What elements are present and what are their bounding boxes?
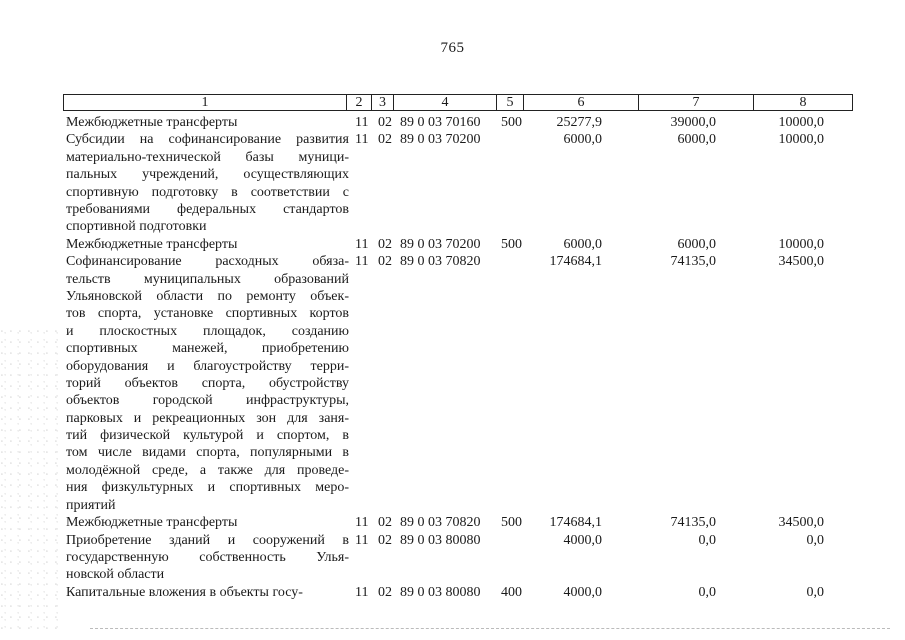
cell-c7: 74135,0: [670, 254, 716, 270]
cell-c6: 6000,0: [563, 236, 602, 252]
cell-c3: 02: [378, 115, 392, 130]
scan-noise: [0, 330, 60, 630]
description-line: Межбюджетные трансферты: [66, 236, 238, 252]
description-line: торий объектов спорта, обустройству: [66, 375, 349, 391]
description-line: новской области: [66, 567, 165, 583]
cell-c6: 6000,0: [563, 132, 602, 148]
row-description: [66, 131, 349, 235]
header-col-7: 7: [638, 94, 753, 111]
description-line: оборудования и благоустройству терри-: [66, 358, 349, 374]
description-line: парковых и рекреационных зон для заня-: [66, 410, 349, 426]
cell-c4: 89 0 03 70200: [400, 236, 481, 252]
header-col-8: 8: [753, 94, 853, 111]
cell-c8: 0,0: [806, 532, 824, 548]
cell-c6: 4000,0: [563, 584, 602, 600]
cell-c7: 0,0: [698, 584, 716, 600]
description-line: Ульяновской области по ремонту объек-: [66, 288, 349, 304]
header-col-1: 1: [63, 94, 346, 111]
cell-c6: 174684,1: [549, 515, 602, 531]
cell-c3: 02: [378, 236, 392, 252]
description-line: требованиями федеральных стандартов: [66, 201, 349, 217]
cell-c2: 11: [355, 236, 369, 252]
table-header: [63, 94, 853, 112]
cell-c6: 25277,9: [556, 115, 602, 130]
header-col-6: 6: [523, 94, 638, 111]
description-line: государственную собственность Улья-: [66, 549, 349, 565]
row-description: [66, 236, 349, 253]
cell-c7: 0,0: [698, 532, 716, 548]
description-line: тий физической культурой и спортом, в: [66, 428, 349, 444]
cell-c5: 400: [501, 584, 522, 600]
cell-c2: 11: [355, 132, 369, 148]
header-col-5: 5: [496, 94, 523, 111]
description-line: спортивных манежей, приобретению: [66, 341, 349, 357]
row-description: [66, 253, 349, 514]
row-description: [66, 114, 349, 131]
description-line: молодёжной среде, а также для проведе-: [66, 462, 349, 478]
cell-c2: 11: [355, 254, 369, 270]
row-description: [66, 584, 349, 601]
description-line: тельств муниципальных образований: [66, 271, 349, 287]
cell-c8: 10000,0: [778, 115, 824, 130]
cell-c7: 39000,0: [670, 115, 716, 130]
description-line: Капитальные вложения в объекты госу-: [66, 584, 303, 600]
cell-c4: 89 0 03 70200: [400, 132, 481, 148]
description-line: пальных учреждений, осуществляющих: [66, 167, 349, 183]
cell-c8: 10000,0: [778, 236, 824, 252]
cell-c8: 34500,0: [778, 254, 824, 270]
cell-c3: 02: [378, 254, 392, 270]
cell-c4: 89 0 03 70160: [400, 115, 481, 130]
cell-c2: 11: [355, 532, 369, 548]
description-line: спортивной подготовки: [66, 219, 207, 235]
header-col-3: 3: [371, 94, 393, 111]
cell-c2: 11: [355, 115, 369, 130]
cell-c2: 11: [355, 515, 369, 531]
description-line: Софинансирование расходных обяза-: [66, 254, 349, 270]
cell-c3: 02: [378, 532, 392, 548]
description-line: материально-технической базы муници-: [66, 149, 349, 165]
cell-c5: 500: [501, 115, 522, 130]
description-line: объектов городской инфраструктуры,: [66, 393, 349, 409]
cell-c3: 02: [378, 132, 392, 148]
description-line: Межбюджетные трансферты: [66, 115, 238, 130]
cell-c3: 02: [378, 515, 392, 531]
cell-c4: 89 0 03 80080: [400, 584, 481, 600]
header-col-2: 2: [346, 94, 371, 111]
cell-c7: 74135,0: [670, 515, 716, 531]
description-line: спортивную подготовку в соответствии с: [66, 184, 349, 200]
cell-c4: 89 0 03 80080: [400, 532, 481, 548]
description-line: тов спорта, установке спортивных кортов: [66, 306, 349, 322]
description-line: том числе видами спорта, популярными в: [66, 445, 349, 461]
cell-c4: 89 0 03 70820: [400, 254, 481, 270]
cell-c6: 174684,1: [549, 254, 602, 270]
scan-edge-line: [90, 628, 890, 629]
cell-c2: 11: [355, 584, 369, 600]
cell-c8: 10000,0: [778, 132, 824, 148]
description-line: и плоскостных площадок, созданию: [66, 323, 349, 339]
cell-c7: 6000,0: [677, 236, 716, 252]
row-description: [66, 514, 349, 531]
cell-c6: 4000,0: [563, 532, 602, 548]
description-line: Субсидии на софинансирование развития: [66, 132, 349, 148]
description-line: ния физкультурных и спортивных меро-: [66, 480, 349, 496]
cell-c5: 500: [501, 236, 522, 252]
cell-c4: 89 0 03 70820: [400, 515, 481, 531]
cell-c7: 6000,0: [677, 132, 716, 148]
cell-c3: 02: [378, 584, 392, 600]
description-line: приятий: [66, 497, 116, 513]
row-description: [66, 532, 349, 584]
cell-c5: 500: [501, 515, 522, 531]
description-line: Приобретение зданий и сооружений в: [66, 532, 349, 548]
cell-c8: 0,0: [806, 584, 824, 600]
header-col-4: 4: [393, 94, 496, 111]
cell-c8: 34500,0: [778, 515, 824, 531]
description-line: Межбюджетные трансферты: [66, 515, 238, 531]
page-number: 765: [440, 40, 465, 56]
